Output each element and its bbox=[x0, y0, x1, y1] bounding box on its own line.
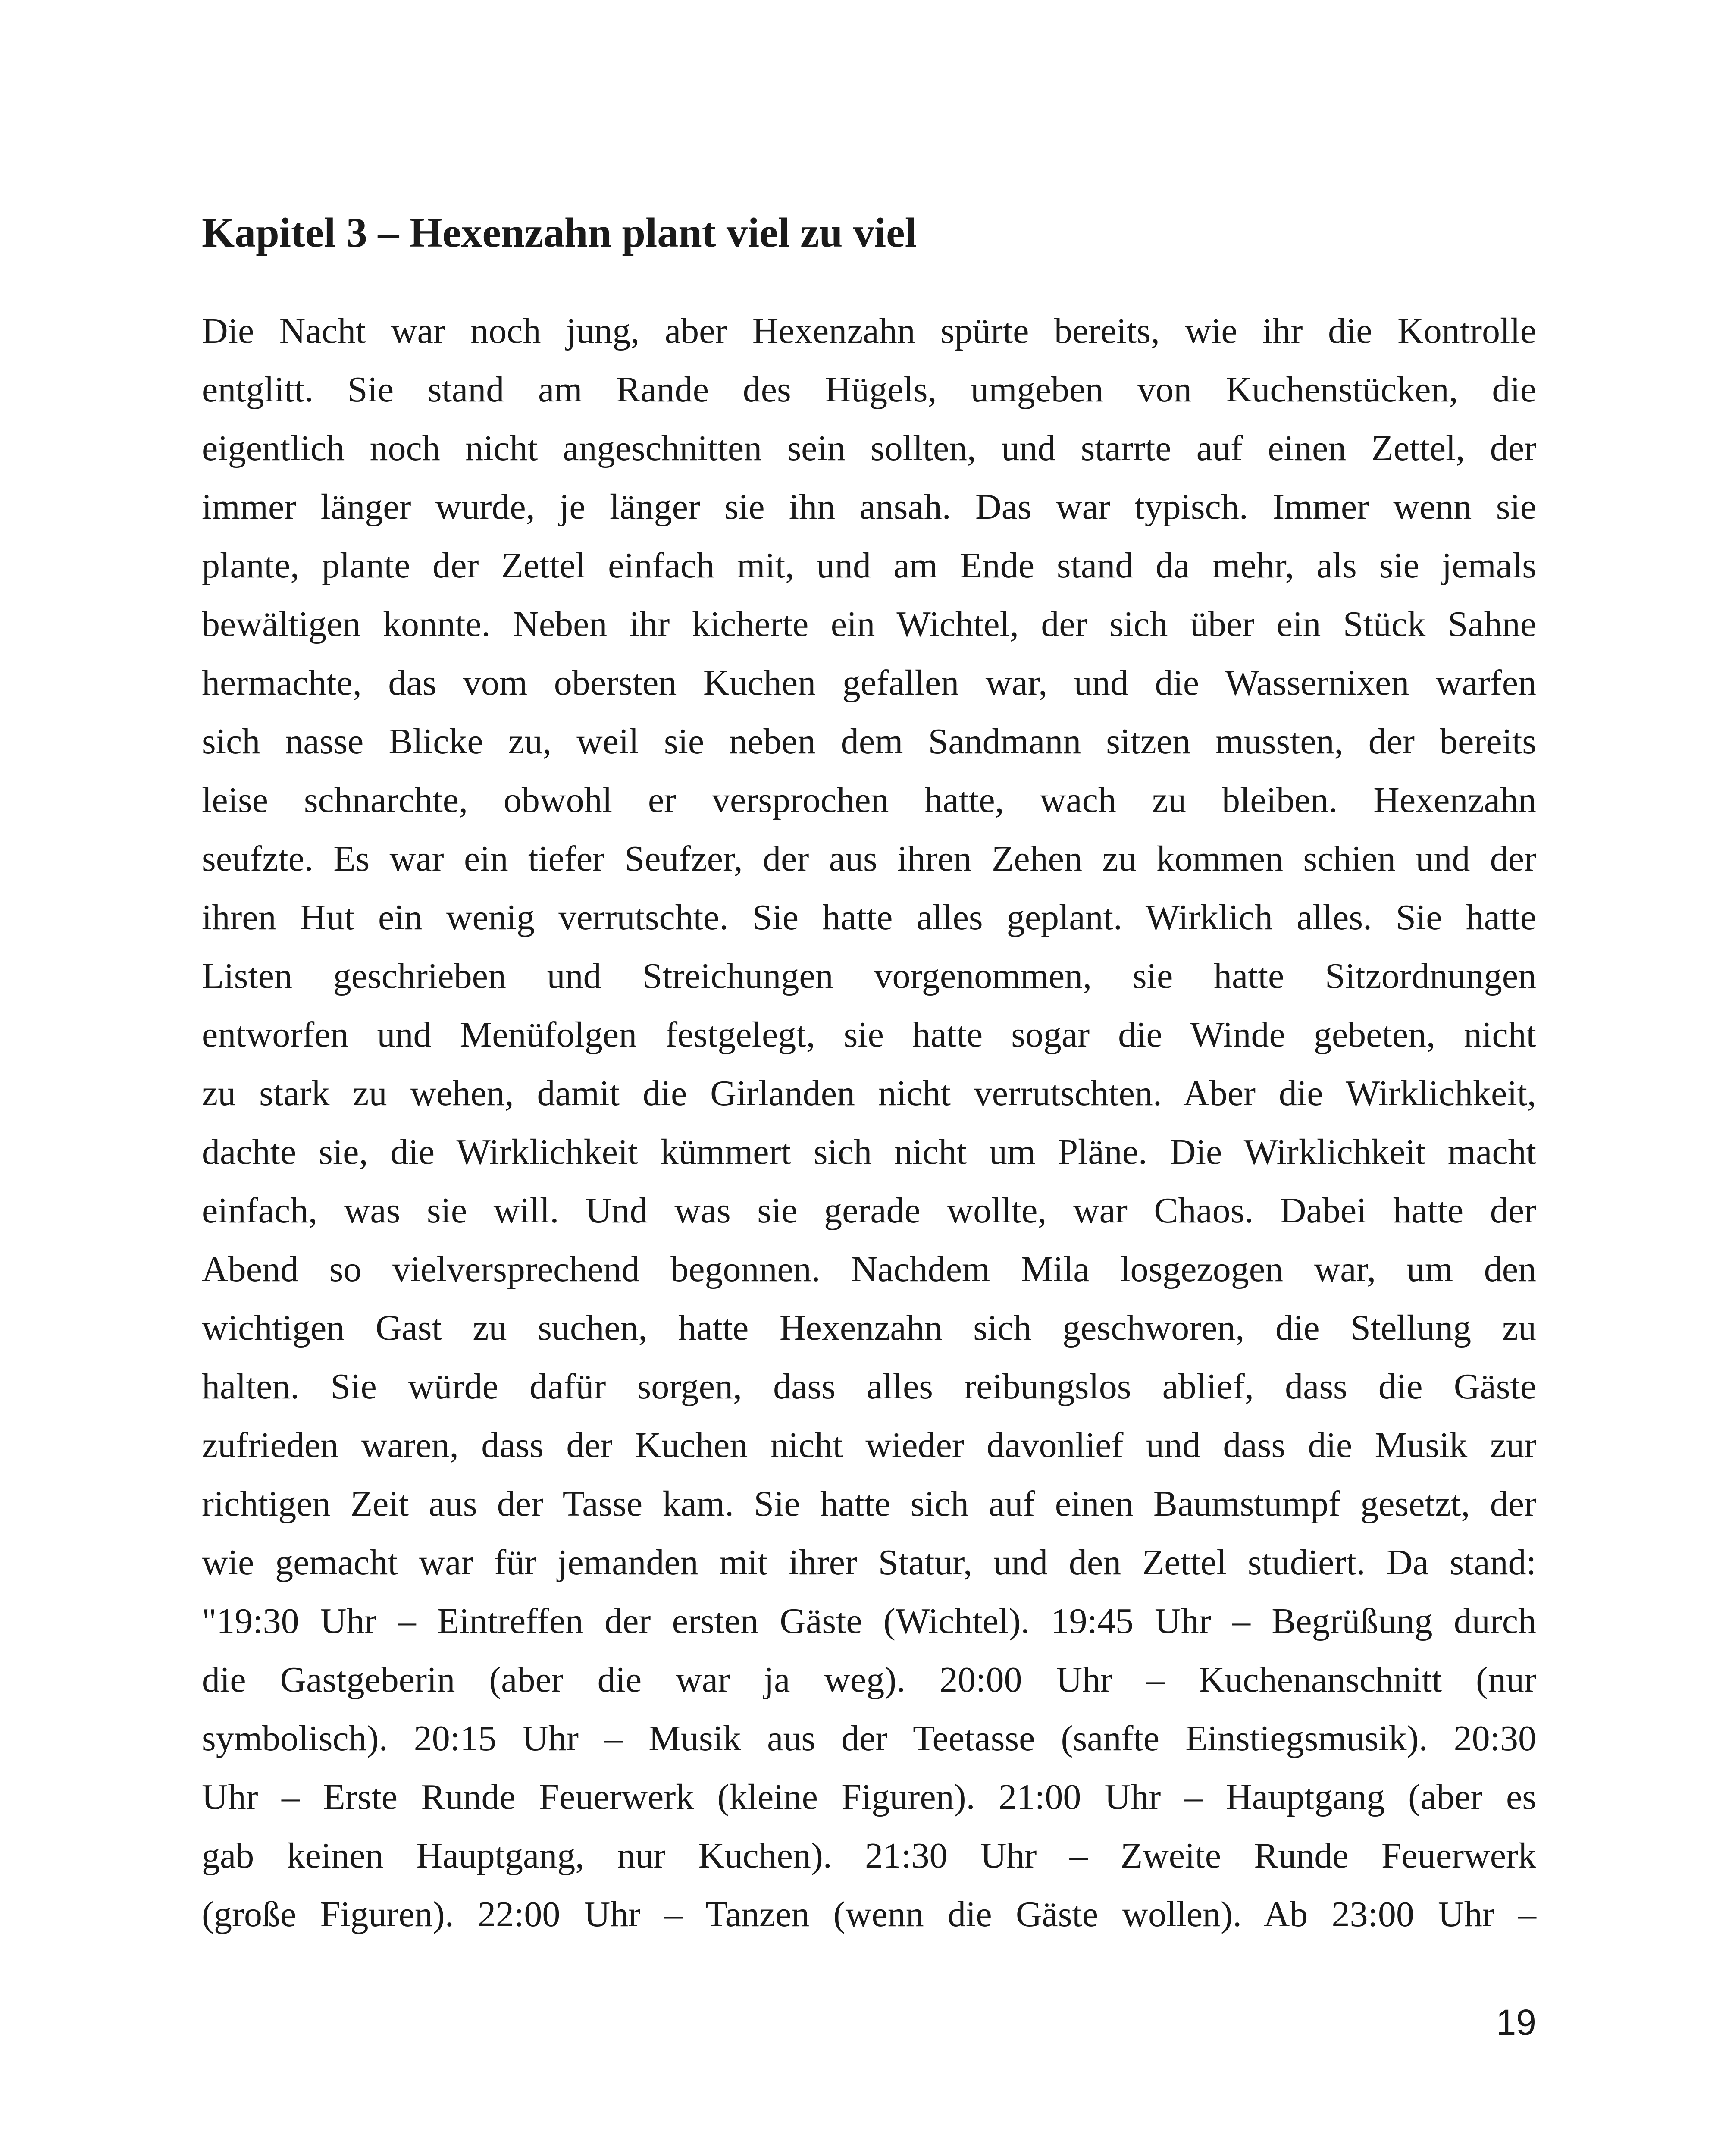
text-line: entglitt. Sie stand am Rande des Hügels, umgeben von Kuchenstücken, die bbox=[202, 370, 1536, 410]
text-line: halten. Sie würde dafür sorgen, dass alles reibungslos ablief, dass die Gäste bbox=[202, 1366, 1536, 1407]
text-line: zu stark zu wehen, damit die Girlanden nicht verrutschten. Aber die Wirklichkeit, bbox=[202, 1073, 1536, 1113]
text-line: leise schnarchte, obwohl er versprochen hatte, wach zu bleiben. Hexenzahn bbox=[202, 780, 1536, 820]
text-line: ihren Hut ein wenig verrutschte. Sie hatte alles geplant. Wirklich alles. Sie hatte bbox=[202, 897, 1536, 937]
text-line: Listen geschrieben und Streichungen vorgenommen, sie hatte Sitzordnungen bbox=[202, 956, 1536, 996]
text-line: wie gemacht war für jemanden mit ihrer Statur, und den Zettel studiert. Da stand: bbox=[202, 1542, 1536, 1583]
text-line: die Gastgeberin (aber die war ja weg). 20:00 Uhr – Kuchenanschnitt (nur bbox=[202, 1660, 1536, 1700]
chapter-title: Kapitel 3 – Hexenzahn plant viel zu viel bbox=[202, 210, 917, 256]
page-number: 19 bbox=[1496, 2002, 1536, 2043]
text-line: gab keinen Hauptgang, nur Kuchen). 21:30 Uhr – Zweite Runde Feuerwerk bbox=[202, 1836, 1536, 1876]
text-line: eigentlich noch nicht angeschnitten sein sollten, und starrte auf einen Zettel, der bbox=[202, 428, 1536, 468]
text-line: immer länger wurde, je länger sie ihn ansah. Das war typisch. Immer wenn sie bbox=[202, 487, 1536, 527]
text-line: wichtigen Gast zu suchen, hatte Hexenzahn sich geschworen, die Stellung zu bbox=[202, 1308, 1536, 1348]
text-line: Die Nacht war noch jung, aber Hexenzahn spürte bereits, wie ihr die Kontrolle bbox=[202, 311, 1536, 351]
text-line: richtigen Zeit aus der Tasse kam. Sie hatte sich auf einen Baumstumpf gesetzt, der bbox=[202, 1484, 1536, 1524]
text-line: seufzte. Es war ein tiefer Seufzer, der aus ihren Zehen zu kommen schien und der bbox=[202, 839, 1536, 879]
text-line: Abend so vielversprechend begonnen. Nachdem Mila losgezogen war, um den bbox=[202, 1249, 1536, 1289]
body-paragraph bbox=[202, 302, 1536, 1944]
text-line: plante, plante der Zettel einfach mit, und am Ende stand da mehr, als sie jemals bbox=[202, 545, 1536, 586]
text-line: dachte sie, die Wirklichkeit kümmert sich nicht um Pläne. Die Wirklichkeit macht bbox=[202, 1132, 1536, 1172]
text-line: bewältigen konnte. Neben ihr kicherte ein Wichtel, der sich über ein Stück Sahne bbox=[202, 604, 1536, 644]
text-line: entworfen und Menüfolgen festgelegt, sie hatte sogar die Winde gebeten, nicht bbox=[202, 1015, 1536, 1055]
text-line: (große Figuren). 22:00 Uhr – Tanzen (wenn die Gäste wollen). Ab 23:00 Uhr – bbox=[202, 1894, 1536, 1934]
text-line: symbolisch). 20:15 Uhr – Musik aus der Teetasse (sanfte Einstiegsmusik). 20:30 bbox=[202, 1718, 1536, 1758]
text-line: zufrieden waren, dass der Kuchen nicht wieder davonlief und dass die Musik zur bbox=[202, 1425, 1536, 1465]
text-line: hermachte, das vom obersten Kuchen gefallen war, und die Wassernixen warfen bbox=[202, 663, 1536, 703]
text-line: Uhr – Erste Runde Feuerwerk (kleine Figuren). 21:00 Uhr – Hauptgang (aber es bbox=[202, 1777, 1536, 1817]
text-line: "19:30 Uhr – Eintreffen der ersten Gäste (Wichtel). 19:45 Uhr – Begrüßung durch bbox=[202, 1601, 1536, 1641]
text-line: sich nasse Blicke zu, weil sie neben dem Sandmann sitzen mussten, der bereits bbox=[202, 721, 1536, 761]
text-line: einfach, was sie will. Und was sie gerade wollte, war Chaos. Dabei hatte der bbox=[202, 1191, 1536, 1231]
